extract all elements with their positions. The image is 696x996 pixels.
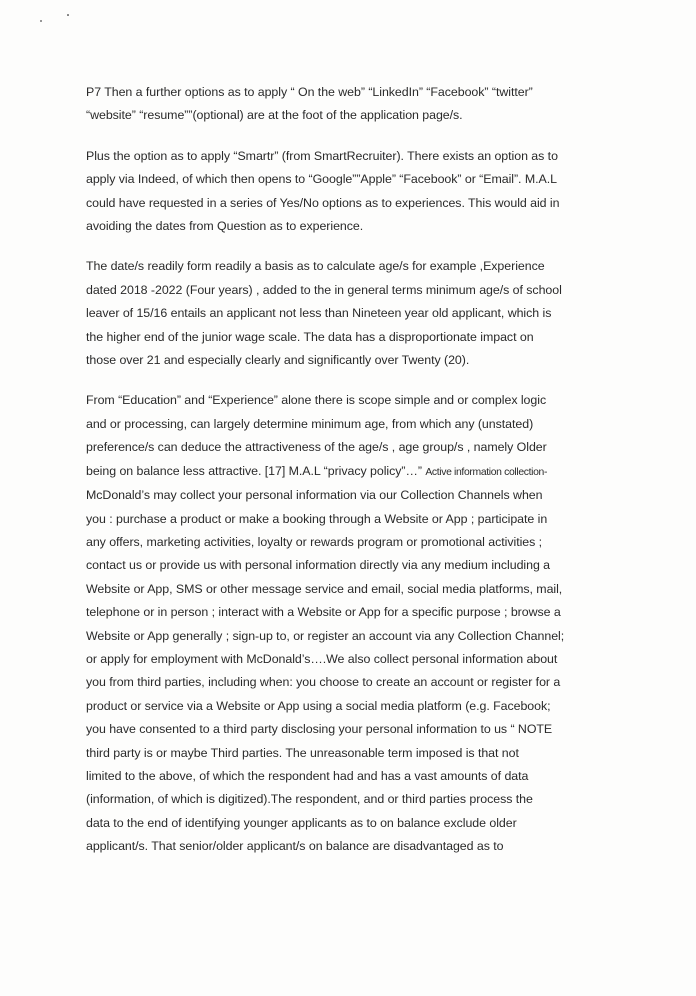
text-line: dated 2018 -2022 (Four years) , added to the in general terms minimum age/s of school (86, 282, 562, 297)
text-line: avoiding the dates from Question as to experience. (86, 219, 364, 234)
text-line: Plus the option as to apply “Smartr” (from SmartRecruiter). There exists an option as to (86, 148, 558, 163)
text-line: Website or App generally ; sign-up to, or register an account via any Collection Channel; (86, 628, 565, 643)
scan-speck (67, 14, 69, 16)
scan-speck (40, 20, 42, 22)
inline-small-text: Active information collection- (425, 466, 548, 478)
text-line: applicant/s. That senior/older applicant/s on balance are disadvantaged as to (86, 839, 504, 854)
paragraph-4 (86, 389, 626, 858)
line-text: being on balance less attractive. [17] M.A.L “privacy policy”…” (86, 463, 422, 478)
text-line: any offers, marketing activities, loyalty or rewards program or promotional activities ; (86, 534, 543, 549)
text-line: you : purchase a product or make a booking through a Website or App ; participate in (86, 511, 548, 526)
text-line: contact us or provide us with personal information directly via any medium including a (86, 558, 551, 573)
paragraph-2 (86, 145, 626, 239)
text-line: (information, of which is digitized).The respondent, and or third parties process the (86, 792, 533, 807)
text-line: could have requested in a series of Yes/No options as to experiences. This would aid in (86, 195, 560, 210)
text-line: McDonald’s may collect your personal information via our Collection Channels when (86, 488, 543, 503)
text-line: leaver of 15/16 entails an applicant not less than Nineteen year old applicant, which is (86, 306, 552, 321)
text-line: you have consented to a third party disclosing your personal information to us “ NOTE (86, 722, 553, 737)
text-line: data to the end of identifying younger applicants as to on balance exclude older (86, 815, 517, 830)
text-line: or apply for employment with McDonald’s….We also collect personal information about (86, 651, 558, 666)
text-line: limited to the above, of which the respondent had and has a vast amounts of data (86, 768, 529, 783)
text-line: “website” “resume””(optional) are at the foot of the application page/s. (86, 108, 463, 123)
text-line: From “Education” and “Experience” alone there is scope simple and or complex logic (86, 393, 547, 408)
text-line: apply via Indeed, of which then opens to “Google””Apple” “Facebook” or “Email”. M.A.L (86, 172, 557, 187)
text-line-with-inset (86, 460, 626, 484)
document-body (86, 81, 626, 859)
text-line: P7 Then a further options as to apply “ On the web” “LinkedIn” “Facebook” “twitter” (86, 85, 533, 99)
text-line: you from third parties, including when: you choose to create an account or register for a (86, 675, 561, 690)
text-line: third party is or maybe Third parties. The unreasonable term imposed is that not (86, 745, 519, 760)
text-line: preference/s can deduce the attractiveness of the age/s , age group/s , namely Older (86, 440, 547, 455)
text-line: Website or App, SMS or other message service and email, social media platforms, mail, (86, 581, 563, 596)
text-line: product or service via a Website or App using a social media platform (e.g. Facebook; (86, 698, 551, 713)
text-line: the higher end of the junior wage scale. The data has a disproportionate impact on (86, 329, 534, 344)
text-line: those over 21 and especially clearly and significantly over Twenty (20). (86, 353, 470, 368)
paragraph-1 (86, 81, 626, 128)
paragraph-3 (86, 255, 626, 372)
text-line: and or processing, can largely determine minimum age, from which any (unstated) (86, 416, 534, 431)
text-line: telephone or in person ; interact with a Website or App for a specific purpose ; browse a (86, 605, 561, 620)
text-line: The date/s readily form readily a basis as to calculate age/s for example ,Experience (86, 259, 545, 274)
